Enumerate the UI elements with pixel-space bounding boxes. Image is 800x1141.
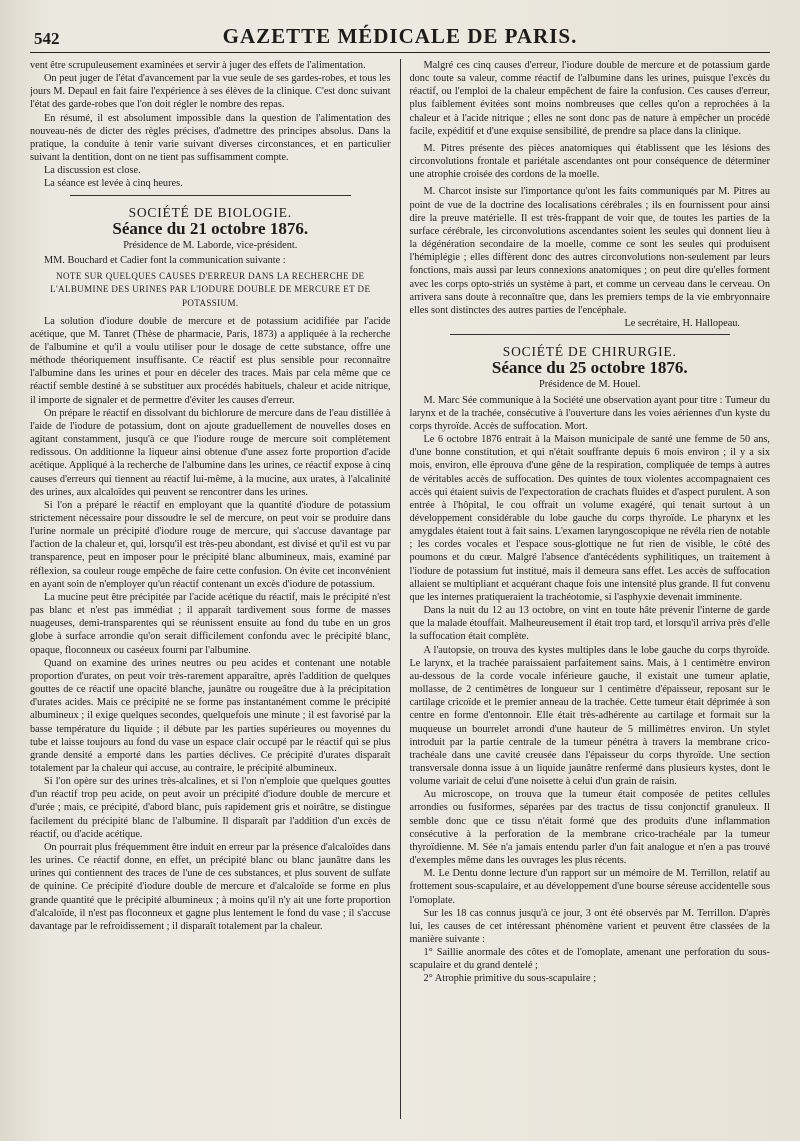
paragraph: Sur les 18 cas connus jusqu'à ce jour, 3 ont été observés par M. Terrillon. D'après lui, les causes de cet intéressant phénomène varient et peuvent être classées de la manière suivante :	[409, 907, 770, 945]
section-heading-biologie: SOCIÉTÉ DE BIOLOGIE.	[128, 204, 292, 220]
paragraph: La solution d'iodure double de mercure et de potassium acidifiée par l'acide acétique, que M. Tanret (Thèse de pharmacie, Paris, 1873) a appliquée à la recherche de l'albumine et qu'il a voulu utiliser pour le dosage de cette substance, offre une méthode théoriquement insuffisante. Ce réactif est plus sensible pour reconnaître l'albumine dans les urines et pour en déceler des traces. Mais par cela même que ce réactif semble destiné à se substituer aux procédés habituels, chaleur et acide nitrique, il importe de signaler et de permettre d'éviter les causes d'erreur.	[30, 315, 391, 406]
paragraph: La discussion est close.	[44, 165, 141, 177]
paragraph: En résumé, il est absolument impossible dans la question de l'alimentation des nouveau-nés de dicter des règles précises, d'admettre des principes absolus. Dans la pratique, la conduite à tenir varie suivant diverses circonstances, et en particulier suivant la dentition, dont on ne tient pas suffisamment compte.	[30, 112, 391, 164]
paragraph: On pourrait plus fréquemment être induit en erreur par la présence d'alcaloïdes dans les urines. Ce réactif donne, en effet, un précipité blanc ou blanc jaunâtre dans les urines qui contiennent des traces de l'une de ces substances, et plus souvent de sulfate de quinine. Ce précipité d'iodure double de mercure et d'alcaloïde se forme en plus grande quantité que le précipité albumineux ; à moins qu'il n'y ait une forte proportion d'alcaloïde, il n'est pas floconneux et gagne plus lentement le fond du vase ; il s'accuse davantage par le refroidissement ; il disparaît totalement par la chaleur.	[30, 841, 391, 932]
paragraph: Quand on examine des urines neutres ou peu acides et contenant une notable proportion d'urates, on peut voir très-rarement apparaître, après l'addition de quelques gouttes de ce réactif une opacité blanche, jaunâtre ou rougeâtre due à la précipitation d'urates acides. Mais ce précipité ne se forme pas instantanément comme le précipité albumineux ; il exige quelques secondes, quelquefois une minute ; il est favorisé par la basse température du liquide ; il débute par les parties supérieures ou moyennes du tube et laisse toujours au fond du vase un espace clair occupé par le réactif qui se plus grande densité a emporté dans les parties déclives. Ce précipité d'urates disparaît totalement par la chaleur qui accuse, au contraire, le précipité albumineux.	[30, 657, 391, 774]
seance-heading: Séance du 25 octobre 1876.	[491, 358, 688, 378]
paragraph: A l'autopsie, on trouva des kystes multiples dans le lobe gauche du corps thyroïde. Le larynx, et la trachée paraissaient parfaitement sains. Mais, à 1 centimètre environ au-dessous de la corde vocale inférieure gauche, il existait une tumeur aplatie, mollasse, de 2 centimètres de longueur sur 1 centimètre d'épaisseur, reposant sur le cartilage cricoïde et le premier anneau de la trachée. Cette tumeur était déprimée à son centre en forme d'entonnoir. Elle était très-adhérente au cartilage et formait sur la muqueuse un bourrelet arrondi d'une hauteur de 5 millimètres environ. Un stylet introduit par la partie centrale de la tumeur pénétra à travers la membrane crico-trachéale dans une cavité creusée dans l'épaisseur du corps thyroïde. Une section transversale donna issue à un liquide jaunâtre renfermé dans plusieurs kystes, dont le volume variait de celui d'une noisette à celui d'un grain de raisin.	[409, 644, 770, 788]
paragraph: 1° Saillie anormale des côtes et de l'omoplate, amenant une perforation du sous-scapulaire et du grand dentelé ;	[409, 947, 770, 972]
paragraph: Si l'on a préparé le réactif en employant que la quantité d'iodure de potassium strictement nécessaire pour dissoudre le sel de mercure, on peut voir se produire dans l'urine normale un précipité d'iodure rouge de mercure, qui s'accuse davantage par l'action de la chaleur et, qui, lorsqu'il est très-peu abondant, est divisé et qu'il est vu par transparence, peut en imposer pour le précipité blanc albumineux, mais, examiné par réflexion, sa couleur rouge empêche de faire cette confusion. On évite cet inconvénient en ayant soin de n'employer qu'un réactif contenant un excès d'iodure de potassium.	[30, 499, 391, 590]
paragraph: Dans la nuit du 12 au 13 octobre, on vint en toute hâte prévenir l'interne de garde que la malade étouffait. Malheureusement il était trop tard, et lorsqu'il arriva près d'elle la suffocation était complète.	[409, 605, 770, 643]
paragraph: MM. Bouchard et Cadier font la communication suivante :	[44, 255, 286, 267]
paragraph: Le 6 octobre 1876 entrait à la Maison municipale de santé une femme de 50 ans, d'une bonne constitution, et qui n'était souffrante depuis 6 mois environ ; il y a six mois, environ, elle éprouva d'une gêne de la respiration, compliquée de temps à autres de véritables accès de suffocation. Des quintes de toux violentes accompagnaient ces accès qui étaient suivis de l'expectoration de crachats fluides et d'aspect purulent. A son entrée à l'hôpital, le cou offrait un volume exagéré, qui tenait surtout à un développement considérable du lobe gauche du corps thyroïde. Le pharynx et les amygdales étaient tout à fait sains. L'examen laryngoscopique ne révéla rien de notable ; les cordes vocales et l'espace sous-glottique ne fut rien de visible, le côté des poumons et du cœur. Malgré l'absence d'antécédents syphilitiques, un traitement à l'iodure de potassium fut institué, mais il demeura sans effet. Les accès de suffocation allaient se multipliant et acquérant chaque fois une intensité plus grande. Il fut convenu que les internes pratiqueraient la trachéotomie, si l'asphyxie devenait imminente.	[409, 434, 770, 603]
divider	[450, 334, 731, 335]
journal-title: GAZETTE MÉDICALE DE PARIS.	[222, 24, 578, 48]
paragraph: Si l'on opère sur des urines très-alcalines, et si l'on n'emploie que quelques gouttes d'un réactif trop peu acide, on peut avoir un précipité d'iodure double de mercure et d'urée ; mais, ce précipité, d'abord blanc, puis rapidement gris et noirâtre, se distingue facilement du précipité blanc de l'albumine. Il disparaît par l'addition d'un excès de réactif, ou d'acide acétique.	[30, 776, 391, 840]
secretary-signature: Le secrétaire, H. Hallopeau.	[624, 317, 740, 329]
divider	[70, 195, 351, 196]
seance-heading: Séance du 21 octobre 1876.	[112, 218, 309, 238]
paragraph: Au microscope, on trouva que la tumeur était composée de petites cellules arrondies ou fusiformes, séparées par des tractus de tissu conjonctif granuleux. Il semble donc que ce tissu n'était formé que des produits d'une inflammation consécutive à la perforation de la membrane crico-trachéale par la tumeur thyroïdienne. M. Sée n'a jamais entendu parler d'un fait analogue et n'en a pas trouvé d'exemples même dans les ouvrages les plus récents.	[409, 789, 770, 867]
left-column	[30, 59, 400, 1119]
paragraph: M. Le Dentu donne lecture d'un rapport sur un mémoire de M. Terrillon, relatif au frottement sous-scapulaire, et au développement d'une bourse séreuse accidentelle sous l'omoplate.	[409, 868, 770, 906]
paragraph: On peut juger de l'état d'avancement par la vue seule de ses gardes-robes, et tous les jours M. Depaul en fait faire l'expérience à ses élèves de la clinique. C'est donc suivant l'état des garde-robes que l'on doit régler le nombre des repas.	[30, 73, 391, 111]
presidence-line: Présidence de M. Houel.	[538, 379, 641, 391]
right-column	[400, 59, 771, 1119]
section-heading-chirurgie: SOCIÉTÉ DE CHIRURGIE.	[502, 344, 677, 360]
two-column-body	[30, 59, 770, 1119]
page-header	[30, 22, 770, 53]
paragraph: Malgré ces cinq causes d'erreur, l'iodure double de mercure et de potassium garde donc toute sa valeur, comme réactif de l'albumine dans les urines, puisque l'excès du réactif, ou l'emploi de la chaleur empêchent de faire la confusion. Ces causes d'erreur, plus faiblement évitées sont moins nombreuses que celles qu'on a reprochées à la chaleur et à l'acide nitrique ; elles ne sont donc pas de nature à empêcher un procédé facile, expéditif et d'une exquise sensibilité, de prendre sa place dans la clinique.	[409, 60, 770, 137]
paragraph: M. Marc Sée communique à la Société une observation ayant pour titre : Tumeur du larynx et de la trachée, consécutive à l'ouverture dans les voies aériennes d'un kyste du corps thyroïde. Accès de suffocation. Mort.	[409, 394, 770, 432]
note-title: NOTE SUR QUELQUES CAUSES D'ERREUR DANS LA RECHERCHE DE L'ALBUMINE DES URINES PAR L'IODURE DOUBLE DE MERCURE ET DE POTASSIUM.	[50, 271, 371, 308]
presidence-line: Présidence de M. Laborde, vice-président.	[123, 239, 298, 251]
paragraph: La mucine peut être précipitée par l'acide acétique du réactif, mais le précipité n'est pas blanc et n'est pas immédiat ; il apparaît tardivement sous forme de masses nuageuses, demi-transparentes qui se réunissent ensuite au fond du tube en un gros globe à surface arrondie qu'on serait difficilement confondu avec le précipité blanc, opaque, floconneux ou caséeux fourni par l'albumine.	[30, 591, 391, 656]
paragraph: La séance est levée à cinq heures.	[44, 178, 183, 190]
paragraph: vent être scrupuleusement examinées et servir à juger des effets de l'alimentation.	[30, 60, 366, 71]
paragraph: M. Charcot insiste sur l'importance qu'ont les faits communiqués par M. Pitres au point de vue de la doctrine des localisations cérébrales ; ils en fournissent pour ainsi dire la preuve matérielle. Il est très-frappant de voir que, de toutes les parties de la surface cérébrale, les circonvolutions ascendantes soient les seules qui donnent lieu à la dégénération secondaire de la moelle, comme ce sont les seules qui produisent l'hémiplégie ; elles diffèrent donc des autres circonvolutions non-seulement par leurs fonctions, mais aussi par leurs connexions anatomiques ; on peut dire qu'elles forment avec les corps opto-striés un système à part, et comme un cerveau dans le cerveau. On arrivera sans doute à reconnaître que, dans les premiers temps de la vie embryonnaire elles sont distinctes des autres parties de l'encéphale.	[409, 186, 770, 316]
paragraph: On prépare le réactif en dissolvant du bichlorure de mercure dans de l'eau distillée à l'aide de l'iodure de potassium, dont on ajoute graduellement de nouvelles doses en agitant constamment, jusqu'à ce que l'iodure rouge de mercure soit complètement redissous. On additionne la liqueur ainsi obtenue d'une assez forte proportion d'acide acétique. Appliqué à la recherche de l'albumine dans les urines, ce réactif expose à cinq causes d'erreurs qui tiennent au réactif lui-même, à la mucine, aux urates, à l'alcalinité des urines, aux alcaloïdes qui peuvent se rencontrer dans les urines.	[30, 407, 391, 498]
paragraph: M. Pitres présente des pièces anatomiques qui établissent que les lésions des circonvolutions frontale et pariétale ascendantes ont pour conséquence de déterminer une atrophie croisée des cordons de la moelle.	[409, 142, 770, 181]
paragraph: 2° Atrophie primitive du sous-scapulaire ;	[423, 973, 597, 985]
page-number: 542	[34, 29, 60, 48]
